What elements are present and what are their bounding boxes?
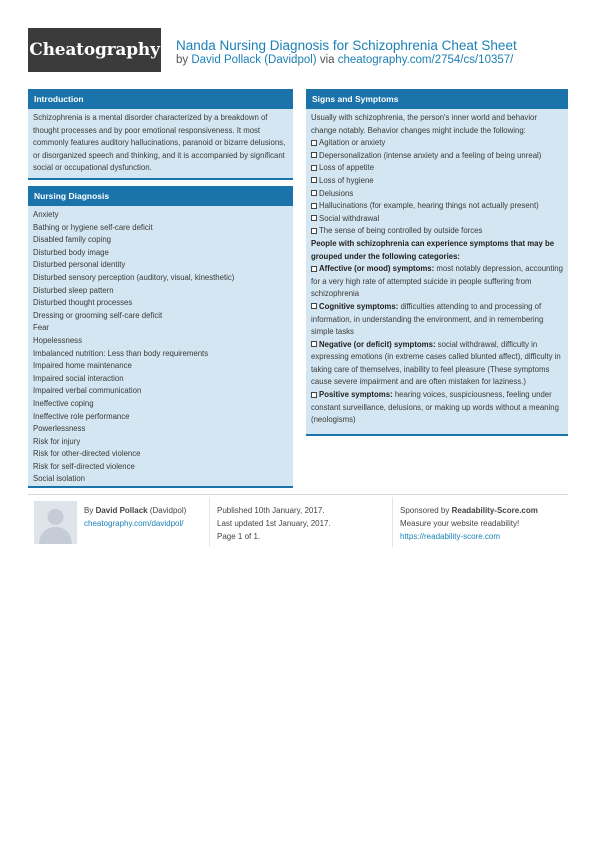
category-label: Positive symptoms:: [319, 390, 393, 400]
byline-via: via: [319, 54, 335, 66]
symptom-item: [311, 213, 563, 226]
checkbox-icon: [311, 215, 317, 221]
sponsor-name: Readability-Score.com: [451, 506, 538, 515]
symptom-item: [311, 137, 563, 150]
footer-separator: [392, 497, 393, 547]
checkbox-icon: [311, 392, 317, 398]
category-label: Affective (or mood) symptoms:: [319, 264, 435, 274]
nursing-diagnosis-item: Risk for self-directed violence: [33, 461, 135, 471]
checkbox-icon: [311, 228, 317, 234]
footer-author-handle: (Davidpol): [149, 506, 187, 515]
symptom-category: [311, 339, 563, 389]
category-text: difficulties attending to and processing of information, in understanding the environment, and in remembering simple tasks: [311, 301, 544, 337]
nursing-diagnosis-item: Bathing or hygiene self-care deficit: [33, 222, 153, 232]
author-avatar[interactable]: [34, 501, 77, 544]
symptom-label: Loss of appetite: [319, 163, 375, 173]
introduction-section: [28, 89, 293, 178]
avatar-placeholder-icon: [34, 501, 77, 544]
nursing-diagnosis-item: Impaired verbal communication: [33, 386, 142, 396]
symptom-category: [311, 389, 563, 427]
section-divider: [28, 178, 293, 180]
signs-intro-text: Usually with schizophrenia, the person's inner world and behavior change notably. Behavior changes might include the following:: [311, 113, 537, 135]
nursing-diagnosis-item: Social isolation: [33, 474, 86, 484]
nursing-diagnosis-item: Disturbed sleep pattern: [33, 285, 114, 295]
nursing-diagnosis-item: Risk for injury: [33, 436, 81, 446]
sheet-url-link[interactable]: cheatography.com/2754/cs/10357/: [337, 54, 514, 66]
sponsor-link[interactable]: https://readability-score.com: [400, 532, 501, 541]
checkbox-icon: [311, 165, 317, 171]
footer-separator: [209, 497, 210, 547]
categories-intro-text: People with schizophrenia can experience symptoms that may be grouped under the following categories:: [311, 238, 555, 261]
section-divider: [306, 434, 568, 436]
symptom-item: [311, 162, 563, 175]
nursing-diagnosis-section: [28, 186, 293, 486]
symptom-label: Agitation or anxiety: [319, 138, 386, 148]
section-divider: [28, 486, 293, 488]
symptom-item: [311, 188, 563, 201]
symptom-label: Hallucinations (for example, hearing things not actually present): [319, 201, 539, 211]
introduction-heading: Introduction: [28, 89, 293, 109]
symptom-item: [311, 175, 563, 188]
page-title[interactable]: Nanda Nursing Diagnosis for Schizophrenia Cheat Sheet: [176, 38, 517, 53]
sponsor-tagline: Measure your website readability!: [400, 519, 520, 528]
nursing-diagnosis-item: Risk for other-directed violence: [33, 449, 141, 459]
nursing-diagnosis-item: Fear: [33, 323, 50, 333]
nursing-diagnosis-item: Disabled family coping: [33, 235, 112, 245]
checkbox-icon: [311, 177, 317, 183]
category-label: Negative (or deficit) symptoms:: [319, 339, 436, 349]
signs-symptoms-section: [306, 89, 568, 434]
checkbox-icon: [311, 303, 317, 309]
checkbox-icon: [311, 203, 317, 209]
symptom-item: [311, 225, 563, 238]
nursing-diagnosis-item: Impaired home maintenance: [33, 361, 132, 371]
cheatography-logo[interactable]: Cheatography: [28, 28, 161, 72]
footer-sponsor: [400, 504, 538, 543]
footer-author-link[interactable]: cheatography.com/davidpol/: [84, 519, 184, 528]
signs-checklist: [311, 137, 563, 238]
nursing-diagnosis-item: Disturbed thought processes: [33, 298, 133, 308]
checkbox-icon: [311, 140, 317, 146]
author-link[interactable]: David Pollack (Davidpol): [191, 54, 317, 66]
nursing-diagnosis-item: Disturbed personal identity: [33, 260, 126, 270]
category-text: most notably depression, accounting for a very high rate of attempted suicide in people suffering from schizophrenia: [311, 264, 563, 299]
category-text: hearing voices, suspiciousness, feeling under constant surveillance, delusions, or making up words without a meaning (neologisms): [311, 390, 559, 425]
published-date: Published 10th January, 2017.: [217, 506, 325, 515]
symptom-label: Depersonalization (intense anxiety and a feeling of being unreal): [319, 150, 542, 160]
symptom-category: [311, 263, 563, 301]
checkbox-icon: [311, 341, 317, 347]
footer-author-name: David Pollack: [95, 506, 148, 515]
footer-publish-info: [217, 504, 331, 543]
nursing-diagnosis-item: Imbalanced nutrition: Less than body requirements: [33, 348, 209, 358]
page-count: Page 1 of 1.: [217, 532, 261, 541]
signs-symptoms-heading: Signs and Symptoms: [306, 89, 568, 109]
footer-by: By: [84, 506, 94, 515]
sponsor-prefix: Sponsored by: [400, 506, 450, 515]
nursing-diagnosis-item: Hopelessness: [33, 335, 82, 345]
byline-by: by: [176, 54, 189, 66]
symptom-item: [311, 200, 563, 213]
nursing-diagnosis-item: Powerlessness: [33, 424, 86, 434]
symptom-label: Loss of hygiene: [319, 175, 374, 185]
symptom-label: Delusions: [319, 188, 354, 198]
symptom-item: [311, 150, 563, 163]
nursing-diagnosis-item: Impaired social interaction: [33, 373, 124, 383]
symptom-label: The sense of being controlled by outside forces: [319, 226, 483, 236]
nursing-diagnosis-item: Disturbed sensory perception (auditory, visual, kinesthetic): [33, 272, 235, 282]
byline: [176, 54, 513, 66]
nursing-diagnosis-item: Ineffective coping: [33, 398, 94, 408]
nursing-diagnosis-heading: Nursing Diagnosis: [28, 186, 293, 206]
checkbox-icon: [311, 152, 317, 158]
footer-divider: [28, 494, 568, 495]
symptom-category: [311, 301, 563, 339]
checkbox-icon: [311, 190, 317, 196]
category-label: Cognitive symptoms:: [319, 301, 399, 311]
nursing-diagnosis-item: Anxiety: [33, 210, 59, 219]
checkbox-icon: [311, 266, 317, 272]
nursing-diagnosis-item: Ineffective role performance: [33, 411, 130, 421]
symptom-categories: [311, 263, 563, 427]
footer-author: [84, 504, 186, 530]
category-text: social withdrawal, difficulty in expressing emotions (in extreme cases called blunted affect), difficulty in taking care of themselves, inability to feel pleasure (These symptoms cause severe impairment and are often mistaken for laziness.): [311, 339, 561, 387]
nursing-diagnosis-item: Dressing or grooming self-care deficit: [33, 310, 163, 320]
symptom-label: Social withdrawal: [319, 213, 380, 223]
nursing-diagnosis-item: Disturbed body image: [33, 247, 109, 257]
nursing-diagnosis-list: [28, 206, 293, 490]
updated-date: Last updated 1st January, 2017.: [217, 519, 331, 528]
introduction-text: Schizophrenia is a mental disorder characterized by a breakdown of thought processes and by poor emotional responsiveness. It most commonly features auditory hallucinations, paranoid or bizarre delusions, or disorganized speech and thinking, and it is accompanied by significant social or occupational dysfunction.: [33, 113, 286, 173]
